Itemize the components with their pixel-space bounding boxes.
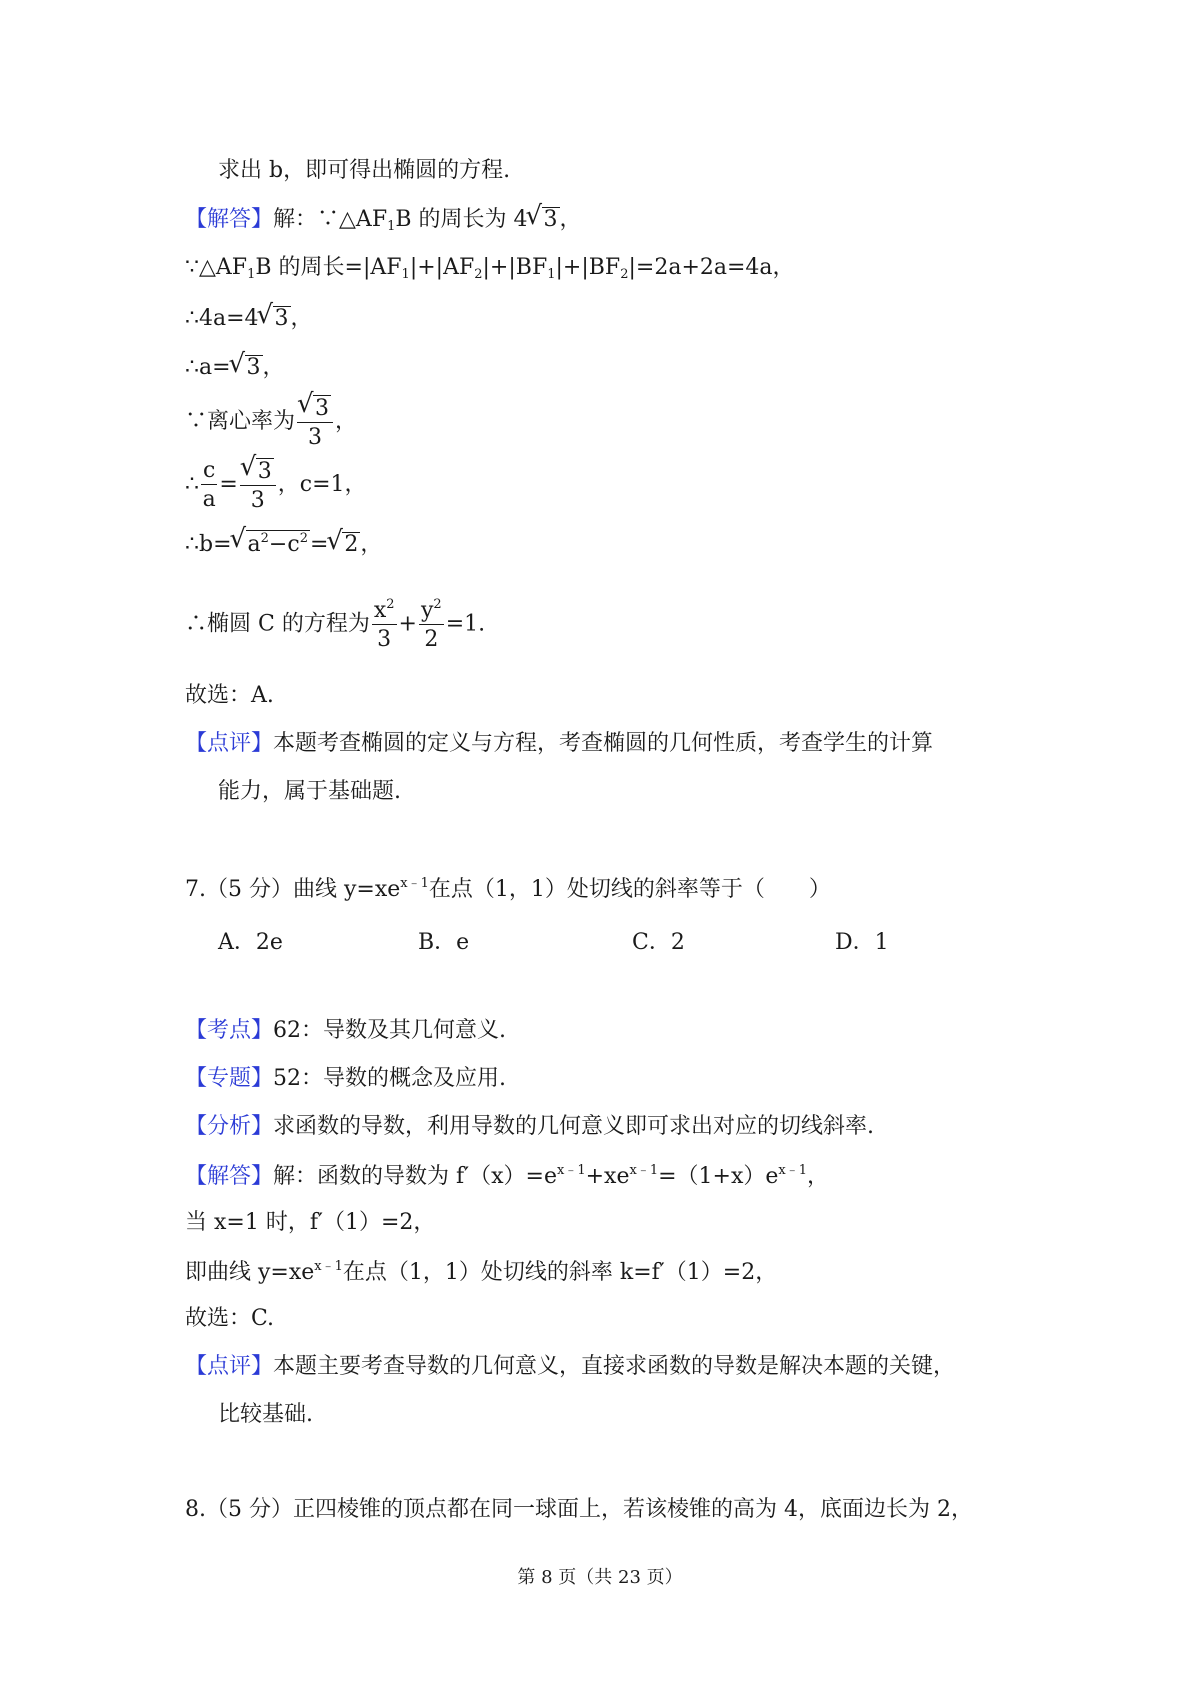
page-footer: 第 8 页（共 23 页） <box>517 1567 683 1588</box>
text-line: $\because\triangle AF_1B$ 的周长$=|AF_1|+|AF_2|+|BF_1|+|BF_2|=2a+2a=4a$， <box>185 255 795 282</box>
text-line: 当 x=1 时，f′（1）=2， <box>185 1210 436 1235</box>
topic-tag: 【专题】 <box>185 1066 274 1091</box>
text-line: ∴4a=4√ 3， <box>185 306 313 330</box>
text-line: ∴b=√ $a^2-c^2=√$ 2， <box>185 530 382 556</box>
knowledge-tag: 【考点】 <box>185 1018 274 1043</box>
text-line: ∴ $\frac{c}{a}$ = √ $\frac{3}{3}$ ，c=1， <box>185 458 367 512</box>
fraction: √ $\frac{3}{3}$ <box>297 395 333 449</box>
text-line: 故选：C. <box>185 1306 275 1331</box>
option-a: A．2e <box>218 930 283 955</box>
text-line: 能力，属于基础题. <box>218 779 401 804</box>
sqrt-expression: √ 3 <box>231 355 263 379</box>
analysis-line: 【分析】求函数的导数，利用导数的几何意义即可求出对应的切线斜率. <box>185 1114 875 1139</box>
comment-tag: 【点评】 <box>185 731 274 756</box>
text-line: 比较基础. <box>218 1402 313 1427</box>
option-b: B．e <box>418 930 470 955</box>
text-line: ∴椭圆 C 的方程为 $\frac{x^2}{3}$ + $\frac{y^2}{2}$ =1. <box>185 597 486 653</box>
comment-tag: 【点评】 <box>185 1354 274 1379</box>
text-line: 即曲线 $y=xe^{x﹣1}$在点（1，1）处切线的斜率 k=f′（1）=2， <box>185 1259 778 1285</box>
sqrt-expression: √ 3 <box>259 306 291 330</box>
answer-line: 【解答】解：$\because\triangle AF_1B$ 的周长为 4√ 3， <box>185 207 582 233</box>
text-line: ∵离心率为 √ $\frac{3}{3}$ ， <box>185 395 357 449</box>
text-line: 求出 b，即可得出椭圆的方程. <box>218 158 511 183</box>
text-line: ∴a=√ 3， <box>185 355 285 379</box>
fraction: $\frac{c}{a}$ <box>202 458 216 513</box>
analysis-tag: 【分析】 <box>185 1114 274 1139</box>
knowledge-point-line: 【考点】62：导数及其几何意义. <box>185 1018 507 1043</box>
topic-line: 【专题】52：导数的概念及应用. <box>185 1066 507 1091</box>
answer-tag: 【解答】 <box>185 207 274 232</box>
answer-line: 【解答】解：函数的导数为 $f'(x)=e^{x﹣1}+xe^{x﹣1}=(1+x)e^{x﹣1}$， <box>185 1163 830 1189</box>
sqrt-expression: √ $a^2-c^2$ <box>232 530 310 556</box>
comment-line: 【点评】本题主要考查导数的几何意义，直接求函数的导数是解决本题的关键， <box>185 1354 956 1379</box>
option-d: D．1 <box>835 930 889 955</box>
text-line: 故选：A. <box>185 683 274 708</box>
option-c: C．2 <box>632 930 685 955</box>
answer-tag: 【解答】 <box>185 1164 274 1189</box>
sqrt-expression: √ 2 <box>328 532 360 556</box>
comment-line: 【点评】本题考查椭圆的定义与方程，考查椭圆的几何性质，考查学生的计算 <box>185 731 934 756</box>
fraction: √ $\frac{3}{3}$ <box>240 458 276 512</box>
question-8: 8.（5 分）正四棱锥的顶点都在同一球面上，若该棱锥的高为 4，底面边长为 2， <box>185 1497 973 1522</box>
question-7: 7.（5 分）曲线 $y=xe^{x﹣1}$在点（1，1）处切线的斜率等于（ ） <box>185 876 831 902</box>
fraction: $\frac{y^2}{2}$ <box>420 597 442 653</box>
sqrt-expression: √ 3 <box>528 207 560 231</box>
fraction: $\frac{x^2}{3}$ <box>373 597 395 653</box>
